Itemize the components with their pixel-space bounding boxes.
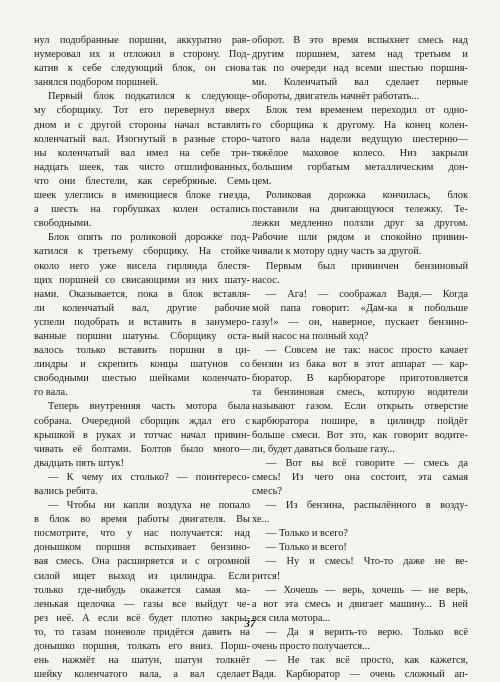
- text-line: — Только и всего?: [266, 528, 349, 540]
- text-line: коленчатый вал. Изогнутый в разные сторо-: [34, 133, 250, 145]
- text-line: в блок во время работы двигателя. Вы: [34, 514, 250, 526]
- text-line: называют газом. Если открыть отверстие: [252, 401, 468, 413]
- text-line: ень нажмёт на шатун, шатун толкнёт: [34, 655, 250, 667]
- text-line: около него уже висела гирлянда блестя-: [34, 260, 250, 272]
- text-line: — Да я верить-то верю. Только всё: [266, 626, 468, 638]
- text-line: Первым был привинчен бензиновый: [266, 260, 468, 272]
- text-line: Роликовая дорожка кончилась, блок: [266, 190, 468, 202]
- text-line: больше смеси. Вот это, как говорит водите-: [252, 429, 468, 441]
- text-line: Теперь внутренняя часть мотора была: [48, 401, 250, 413]
- text-line: му сборщику. Тот его перевернул вверх: [34, 105, 250, 117]
- text-line: оборот. В это время вспыхнет смесь над: [252, 35, 468, 46]
- text-line: успели подобрать и вставить в занумеро-: [34, 316, 250, 328]
- text-line: лежки медленно ползли друг за другом.: [252, 218, 468, 230]
- text-line: то, то газам поневоле придётся давить на: [34, 626, 250, 638]
- text-line: шеек улеглись в имеющиеся блоке гнезда,: [34, 190, 250, 202]
- text-line: — К чему их столько? — поинтересо-: [48, 471, 250, 483]
- text-line: вались ребята.: [34, 486, 98, 497]
- text-line: — Только и всего!: [266, 542, 347, 554]
- text-line: только где-нибудь окажется самая ма-: [34, 584, 250, 596]
- text-line: газу!» — он, наверное, пускает бензино-: [252, 316, 468, 328]
- text-line: катив к себе следующий блок, он снова: [34, 63, 250, 75]
- text-line: чивать её болтами. Болтов было много—: [34, 443, 250, 455]
- text-line: рез неё. А если всё будет плотно закры-: [34, 612, 250, 624]
- text-line: ванные поршни шатуны. Сборщику оста-: [34, 330, 250, 342]
- text-line: а вот эта смесь и двигает машину... В ней: [252, 598, 468, 610]
- text-line: надцать шеек, так чисто отшлифованных,: [34, 161, 250, 173]
- text-line: а шесть на горбушках колен остались: [34, 204, 250, 216]
- text-line: го вала.: [34, 387, 68, 399]
- text-line: — Вот вы всё говорите — смесь да: [266, 457, 468, 469]
- text-line: — Ну и смесь! Что-то даже не ве-: [266, 556, 468, 568]
- text-line: вая смесь. Она расширяется и с огромной: [34, 556, 250, 568]
- text-line: нами. Оказывается, пока в блок вставля-: [34, 288, 250, 300]
- text-line: — Из бензина, распылённого в возду-: [266, 500, 468, 512]
- text-line: Рабочие шли рядом и спокойно привин-: [252, 232, 468, 244]
- text-line: свободными.: [34, 218, 92, 230]
- text-line: — Ага! — соображал Вадя.— Когда: [266, 288, 468, 300]
- text-line: большим горбатым металлическим дон-: [252, 161, 468, 173]
- page-number: 37: [244, 618, 256, 630]
- text-line: Вадя. Карбюратор — очень сложный ап-: [252, 669, 468, 681]
- text-line: линдры и скрепить концы шатунов со: [34, 359, 250, 371]
- text-columns: [26, 34, 474, 682]
- text-line: донышко поршня, толкать его вниз. Порш-: [34, 641, 250, 653]
- text-line: собрана. Очередной сборщик ждал его с: [34, 415, 250, 427]
- text-line: чивали к мотору одну часть за другой.: [252, 246, 422, 258]
- text-line: ли, будет даваться больше газу...: [252, 443, 395, 455]
- text-line: нумеровал их и отложил в сторону. Под-: [34, 49, 250, 61]
- text-line: свободными шестью шейками коленчато-: [34, 373, 250, 385]
- text-line: го сборщика к другому. На конец колен-: [252, 119, 468, 131]
- text-line: карбюратора пошире, в цилиндр пойдёт: [252, 415, 468, 427]
- text-line: ны коленчатый вал имел на себе три-: [34, 147, 250, 159]
- text-line: вый насос на полный ход?: [252, 330, 369, 342]
- text-line: Блок тем временем переходил от одно-: [266, 105, 468, 117]
- text-line: занялся подбором поршней.: [34, 77, 159, 89]
- text-line: смесь?: [252, 486, 283, 497]
- text-line: дном и с другой стороны начал вставлять: [34, 119, 250, 131]
- text-line: донышком поршня вспыхивает бензино-: [34, 542, 250, 554]
- text-line: Первый блок подкатился к следующе-: [48, 91, 250, 103]
- text-line: катился к третьему сборщику. На стойке: [34, 246, 250, 258]
- text-line: Блок опять по роликовой дорожке под-: [48, 232, 250, 244]
- text-line: валось только вставить поршни в ци-: [34, 345, 250, 357]
- text-line: бюратор. В карбюраторе приготовляется: [252, 373, 468, 385]
- text-line: вся сила мотора...: [252, 612, 331, 624]
- text-line: поставили на двигающуюся тележку. Те-: [252, 204, 468, 216]
- text-line: посмотрите, что у нас получается: над: [34, 528, 250, 540]
- text-line: чатого вала надели ведущую шестерню—: [252, 133, 468, 145]
- text-line: — Хочешь — верь, хочешь — не верь,: [266, 584, 468, 596]
- text-line: очень просто получается...: [252, 641, 370, 653]
- text-line: ми. Коленчатый вал сделает первые: [252, 77, 468, 89]
- left-text-column: [34, 34, 250, 682]
- text-line: рится!: [252, 570, 281, 582]
- text-line: обороты, двигатель начнёт работать...: [252, 91, 420, 103]
- text-line: тяжёлое маховое колесо. Низ закрыли: [252, 147, 468, 159]
- text-line: бензин из бака вот в этот аппарат — кар-: [252, 359, 468, 371]
- text-line: нул подобранные поршни, аккуратно рав-: [34, 35, 250, 46]
- text-line: — Не так всё просто, как кажется,: [266, 655, 468, 667]
- right-text-column: [252, 34, 468, 682]
- text-line: другим поршнем, затем над третьим и: [252, 49, 468, 61]
- text-line: хе...: [252, 514, 270, 526]
- text-line: насос.: [252, 274, 280, 286]
- text-line: шейку коленчатого вала, а вал сделает: [34, 669, 250, 681]
- text-line: силой ищет выход из цилиндра. Если: [34, 570, 250, 582]
- text-line: так по очереди над всеми шестью поршня-: [252, 63, 468, 75]
- text-line: ли коленчатый вал, другие рабочие: [34, 302, 250, 314]
- text-line: двадцать пять штук!: [34, 457, 125, 469]
- text-line: крышкой в руках и тотчас начал привин-: [34, 429, 250, 441]
- text-line: — Совсем не так: насос просто качает: [266, 345, 468, 357]
- text-line: — Чтобы ни капли воздуха не попало: [48, 500, 250, 512]
- text-line: что они блестели, как серебряные. Семь: [34, 175, 250, 187]
- text-line: цем.: [252, 175, 272, 187]
- text-line: та бензиновая смесь, которую водители: [252, 387, 468, 399]
- text-line: мой папа говорит: «Дам-ка я побольше: [252, 302, 468, 314]
- text-line: ленькая щелочка — газы все выйдут че-: [34, 598, 250, 610]
- text-line: щих поршней со свисающими из них шату-: [34, 274, 250, 286]
- text-line: смесь! Из чего она состоит, эта самая: [252, 471, 468, 483]
